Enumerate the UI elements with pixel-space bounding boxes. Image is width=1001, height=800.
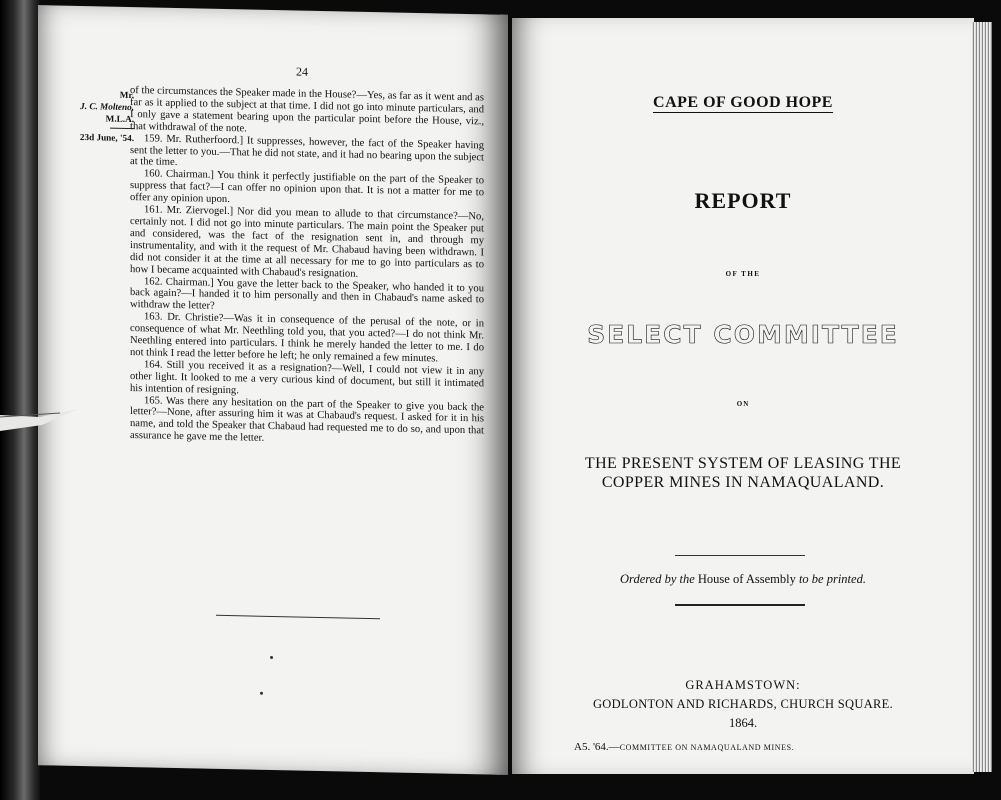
page-number: 24 <box>296 64 308 79</box>
on-label: ON <box>736 400 750 408</box>
footer-text: COMMITTEE ON NAMAQUALAND MINES. <box>619 743 795 752</box>
colony-header: CAPE OF GOOD HOPE <box>653 94 833 111</box>
margin-note-date: 23d June, '54. <box>79 131 134 144</box>
margin-note-office: M.L.A. <box>105 113 134 125</box>
testimony-text <box>130 85 484 450</box>
divider-rule-bold <box>675 604 805 606</box>
testimony-paragraph: 160. Chairman.] You think it perfectly justifiable on the part of the Speaker to suppress that fact?—I can offer no opinion upon that. It is not a matter for me to offer any opinion upon. <box>130 168 484 206</box>
ordered-line: Ordered by the House of Assembly to be printed. <box>620 572 866 586</box>
testimony-paragraph: of the circumstances the Speaker made in the House?—Yes, as far as it went and as far as it applied to the subject at that time. I did not go into minute particulars, and I only gave a statement bearing upon the particular point before the House, viz., that withdrawal of the note. <box>130 85 484 135</box>
testimony-paragraph: 159. Mr. Rutherfoord.] It suppresses, however, the fact of the Speaker having sent the letter to you.—That he did not state, and it had no bearing upon the subject at the time. <box>130 132 484 169</box>
divider-rule <box>675 555 805 556</box>
page-edges <box>972 22 992 772</box>
page-tear <box>0 395 80 445</box>
testimony-paragraph: 162. Chairman.] You gave the letter back to the Speaker, who handed it to you back again?—I handed it to him personally and then in Chabaud's name asked to withdraw the letter? <box>130 275 484 313</box>
subject-line-1: THE PRESENT SYSTEM OF LEASING THE <box>584 455 902 472</box>
testimony-paragraph: 165. Was there any hesitation on the part of the Speaker to give you back the letter?—None, after assuring him it was at Chabaud's request. I asked for it in his name, and told the Speaker that Chabaud had requested me to do so, and upon that assurance he gave me the letter. <box>130 394 484 445</box>
imprint-year: 1864. <box>728 716 758 730</box>
imprint-city: GRAHAMSTOWN: <box>685 678 801 692</box>
margin-note-title: Mr. <box>119 89 134 101</box>
closing-rule <box>216 615 380 619</box>
testimony-paragraph: 163. Dr. Christie?—Was it in consequence of the perusal of the note, or in consequence of what Mr. Neethling told you, that you acted?—I do not think Mr. Neethling entered into particulars. I think he merely handed the letter to me. I do not think I read the letter before he left; he only remained a few minutes. <box>130 311 484 365</box>
left-page <box>38 5 508 775</box>
committee-title: SELECT COMMITTEE <box>587 320 899 349</box>
of-the-label: OF THE <box>725 270 761 278</box>
margin-note <box>58 87 134 144</box>
testimony-paragraph: 161. Mr. Ziervogel.] Nor did you mean to allude to that circumstance?—No, certainly not. I did not go into minute particulars. The main point the Speaker put and considered, was the fact of the resignation sent in, and through my instrumentality, and with it the request of Mr. Chabaud having been withdrawn. I did not consider it at the time at all necessary for me to go into particulars as to how I became acquainted with Chabaud's resignation. <box>130 204 484 280</box>
margin-note-name: J. C. Molteno, <box>80 100 134 113</box>
ink-speck <box>270 656 273 659</box>
testimony-paragraph: 164. Still you received it as a resignation?—Well, I could not view it in any other light. It looked to me a very curious kind of document, but still it intimated his intention of resigning. <box>130 359 484 396</box>
print-code-footer <box>574 741 794 753</box>
right-page <box>512 18 974 774</box>
ink-speck <box>260 692 263 695</box>
subject-line-2: COPPER MINES IN NAMAQUALAND. <box>601 474 885 491</box>
report-title: REPORT <box>694 188 792 213</box>
imprint-printer: GODLONTON AND RICHARDS, CHURCH SQUARE. <box>592 697 894 711</box>
footer-code: A5. '64.— <box>574 741 620 753</box>
